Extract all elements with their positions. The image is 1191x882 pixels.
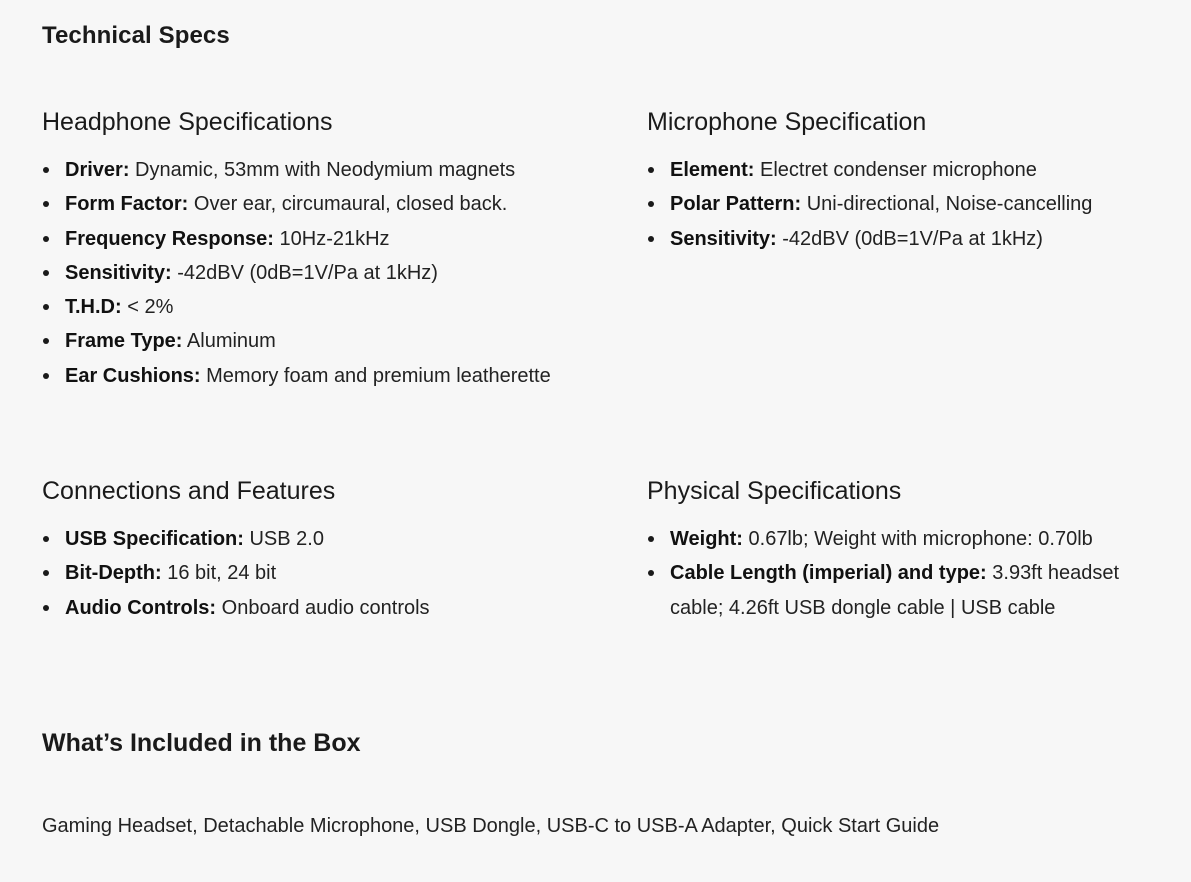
spec-item-frame-type xyxy=(42,324,602,358)
spec-label: Form Factor: xyxy=(65,193,189,216)
spec-label: Sensitivity: xyxy=(65,261,172,284)
spec-value: Dynamic, 53mm with Neodymium magnets xyxy=(129,159,516,181)
spec-label: USB Specification: xyxy=(65,528,244,550)
spec-item-bit-depth xyxy=(42,556,602,590)
spec-item-driver xyxy=(42,153,602,187)
spec-label: Element: xyxy=(670,159,755,181)
spec-label: Audio Controls: xyxy=(65,596,217,619)
spec-item-ear-cushions xyxy=(42,359,602,393)
box-contents-text: Gaming Headset, Detachable Microphone, USB Dongle, USB-C to USB-A Adapter, Quick Start Guide xyxy=(42,815,940,837)
spec-item-form-factor xyxy=(42,187,602,221)
spec-label: Bit-Depth: xyxy=(65,562,162,585)
spec-list xyxy=(647,153,1167,256)
connections-and-features-section xyxy=(42,476,602,619)
spec-item-sensitivity xyxy=(647,222,1167,256)
spec-value: Onboard audio controls xyxy=(216,596,430,619)
spec-label: Sensitivity: xyxy=(670,227,777,250)
spec-label: Frame Type: xyxy=(65,330,183,353)
spec-list xyxy=(42,522,602,625)
spec-item-usb-specification xyxy=(42,522,602,556)
spec-value: Aluminum xyxy=(182,330,276,353)
spec-value: 3.93ft headset cable; 4.26ft USB dongle cable | USB cable xyxy=(670,562,1120,619)
spec-label: Ear Cushions: xyxy=(65,364,201,387)
spec-item-audio-controls xyxy=(42,591,602,625)
spec-value: Electret condenser microphone xyxy=(754,159,1037,181)
spec-value: 0.67lb; Weight with microphone: 0.70lb xyxy=(742,528,1093,550)
spec-item-cable-length xyxy=(647,556,1167,625)
spec-item-sensitivity xyxy=(42,256,602,290)
microphone-specification-section xyxy=(647,107,1167,250)
spec-value: 10Hz-21kHz xyxy=(273,227,390,250)
spec-list xyxy=(42,153,602,393)
section-heading: Headphone Specifications xyxy=(42,108,333,136)
spec-value: 16 bit, 24 bit xyxy=(161,562,277,585)
spec-label: Weight: xyxy=(670,528,743,550)
spec-value: Over ear, circumaural, closed back. xyxy=(188,193,508,216)
spec-item-element xyxy=(647,153,1167,187)
section-heading: Physical Specifications xyxy=(647,477,902,505)
spec-label: Cable Length (imperial) and type: xyxy=(670,562,987,585)
spec-item-frequency-response xyxy=(42,222,602,256)
spec-item-weight xyxy=(647,522,1167,556)
spec-label: Polar Pattern: xyxy=(670,193,802,216)
spec-item-thd xyxy=(42,290,602,324)
spec-value: Uni-directional, Noise-cancelling xyxy=(801,193,1093,216)
whats-included-heading: What’s Included in the Box xyxy=(42,729,361,757)
spec-value: Memory foam and premium leatherette xyxy=(200,364,551,387)
spec-value: -42dBV (0dB=1V/Pa at 1kHz) xyxy=(171,261,438,284)
section-heading: Connections and Features xyxy=(42,477,336,505)
section-heading: Microphone Specification xyxy=(647,108,927,136)
spec-value: -42dBV (0dB=1V/Pa at 1kHz) xyxy=(776,227,1043,250)
headphone-specifications-section xyxy=(42,107,602,387)
spec-item-polar-pattern xyxy=(647,187,1167,221)
spec-label: Frequency Response: xyxy=(65,227,274,250)
physical-specifications-section xyxy=(647,476,1167,619)
page-title: Technical Specs xyxy=(42,22,230,49)
spec-label: T.H.D: xyxy=(65,296,122,319)
spec-list xyxy=(647,522,1167,625)
spec-value: < 2% xyxy=(121,296,174,319)
spec-value: USB 2.0 xyxy=(243,528,324,550)
spec-label: Driver: xyxy=(65,159,130,181)
